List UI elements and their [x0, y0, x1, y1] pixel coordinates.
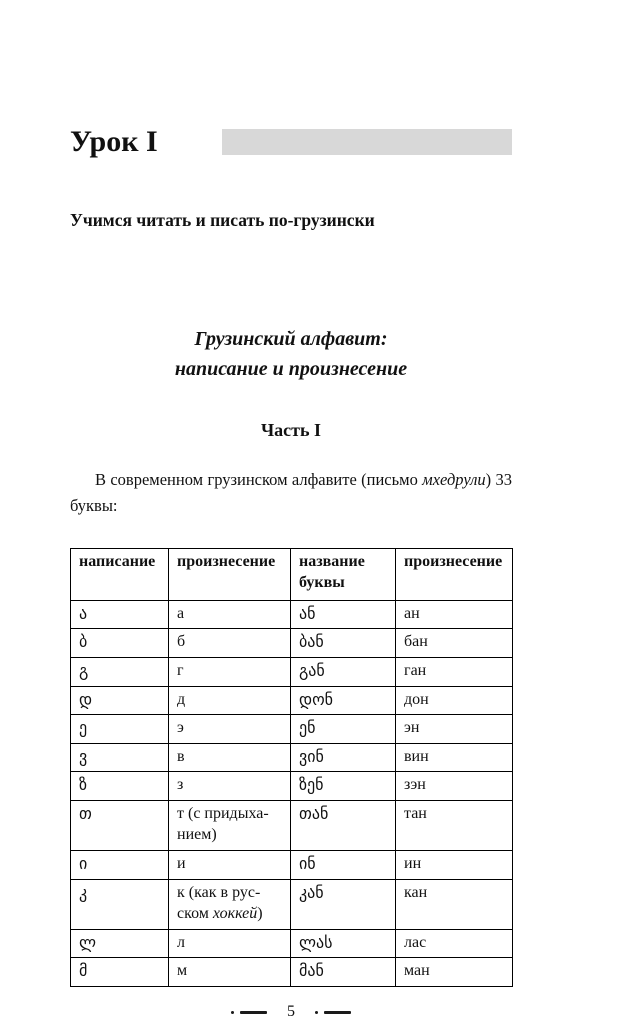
alphabet-table-header — [71, 549, 513, 601]
table-row — [71, 715, 513, 744]
section-heading-line2: написание и произнесение — [174, 358, 408, 380]
header-cell-pronunciation-1: произнесение — [169, 549, 291, 601]
footer-ornament-dash-right — [324, 1011, 351, 1014]
georgian-cell: კ — [71, 879, 169, 929]
cyrillic-cell: ман — [396, 958, 513, 987]
cyrillic-cell: зэн — [396, 772, 513, 801]
alphabet-table — [70, 548, 513, 987]
decorative-gray-bar — [222, 129, 512, 155]
page-content — [70, 0, 512, 1021]
cyrillic-cell: кан — [396, 879, 513, 929]
cyrillic-cell: г — [169, 657, 291, 686]
georgian-cell: ა — [71, 600, 169, 629]
table-row — [71, 600, 513, 629]
cell-text: к (как в рус-ском — [177, 883, 261, 923]
cyrillic-cell: д — [169, 686, 291, 715]
alphabet-table-body — [71, 600, 513, 986]
cyrillic-cell: тан — [396, 800, 513, 850]
table-row — [71, 800, 513, 850]
lesson-subtitle: Учимся читать и писать по-грузински — [70, 210, 375, 230]
header-row — [71, 549, 513, 601]
cell-text-italic: хоккей — [212, 905, 258, 923]
cyrillic-cell: ган — [396, 657, 513, 686]
table-row — [71, 929, 513, 958]
lesson-header — [70, 0, 512, 158]
georgian-cell: ვინ — [291, 743, 396, 772]
page-footer — [70, 1003, 512, 1021]
part-title: Часть I — [260, 420, 322, 440]
georgian-cell: ლ — [71, 929, 169, 958]
lesson-title: Урок I — [70, 125, 158, 158]
table-row — [71, 958, 513, 987]
page-number: 5 — [287, 1003, 295, 1021]
georgian-cell: ბ — [71, 629, 169, 658]
georgian-cell: ან — [291, 600, 396, 629]
georgian-cell: ბან — [291, 629, 396, 658]
table-row — [71, 851, 513, 880]
georgian-cell: ვ — [71, 743, 169, 772]
cyrillic-cell: м — [169, 958, 291, 987]
table-row — [71, 629, 513, 658]
footer-ornament-dash-left — [240, 1011, 267, 1014]
cyrillic-cell: ан — [396, 600, 513, 629]
cyrillic-cell: э — [169, 715, 291, 744]
intro-text-after: ) 33 буквы: — [70, 470, 512, 515]
georgian-cell: თან — [291, 800, 396, 850]
cyrillic-cell: л — [169, 929, 291, 958]
cyrillic-cell: эн — [396, 715, 513, 744]
cyrillic-cell: и — [169, 851, 291, 880]
header-cell-letter-name: название буквы — [291, 549, 396, 601]
section-heading-line1: Грузинский алфавит: — [194, 328, 388, 350]
cyrillic-cell — [169, 879, 291, 929]
georgian-cell: გან — [291, 657, 396, 686]
georgian-cell: ე — [71, 715, 169, 744]
cyrillic-cell: т (с придыха-нием) — [169, 800, 291, 850]
cyrillic-cell: бан — [396, 629, 513, 658]
cell-text: ) — [257, 905, 263, 923]
intro-text-before: В современном грузинском алфавите (письмо — [95, 470, 423, 489]
georgian-cell: დ — [71, 686, 169, 715]
cyrillic-cell: з — [169, 772, 291, 801]
georgian-cell: ი — [71, 851, 169, 880]
cyrillic-cell: а — [169, 600, 291, 629]
georgian-cell: კან — [291, 879, 396, 929]
section-heading — [70, 324, 512, 384]
header-cell-writing: написание — [71, 549, 169, 601]
footer-ornament-dot-right — [315, 1011, 318, 1014]
georgian-cell: ზენ — [291, 772, 396, 801]
footer-ornament-dot-left — [231, 1011, 234, 1014]
cyrillic-cell: дон — [396, 686, 513, 715]
georgian-cell: ზ — [71, 772, 169, 801]
table-row — [71, 657, 513, 686]
georgian-cell: ლას — [291, 929, 396, 958]
header-cell-pronunciation-2: произнесение — [396, 549, 513, 601]
table-row — [71, 686, 513, 715]
georgian-cell: დონ — [291, 686, 396, 715]
georgian-cell: მ — [71, 958, 169, 987]
intro-italic-term: мхедрули — [422, 470, 486, 489]
cyrillic-cell: вин — [396, 743, 513, 772]
table-row — [71, 772, 513, 801]
cyrillic-cell: б — [169, 629, 291, 658]
georgian-cell: მან — [291, 958, 396, 987]
georgian-cell: ინ — [291, 851, 396, 880]
georgian-cell: ენ — [291, 715, 396, 744]
georgian-cell: გ — [71, 657, 169, 686]
table-row — [71, 879, 513, 929]
cyrillic-cell: лас — [396, 929, 513, 958]
georgian-cell: თ — [71, 800, 169, 850]
cyrillic-cell: ин — [396, 851, 513, 880]
intro-paragraph — [70, 467, 512, 518]
table-row — [71, 743, 513, 772]
cyrillic-cell: в — [169, 743, 291, 772]
